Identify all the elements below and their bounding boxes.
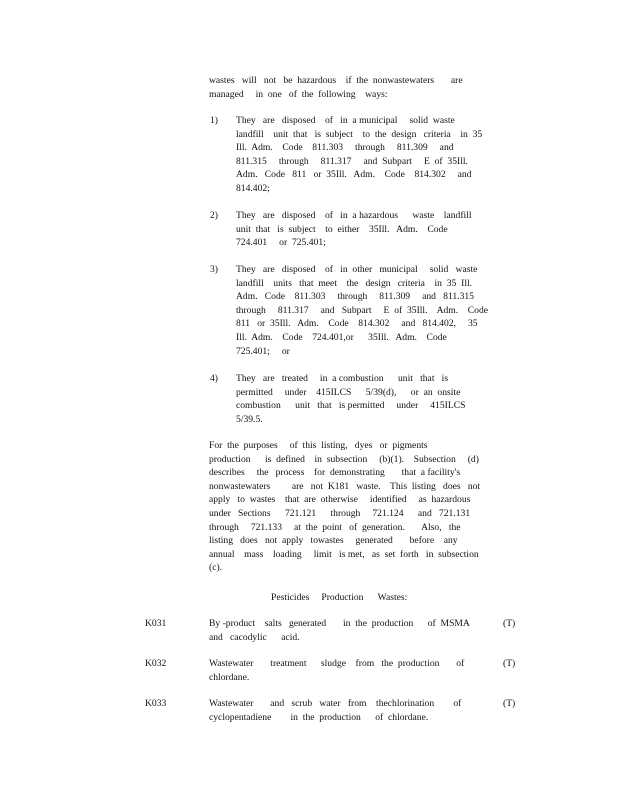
text-line: (c). xyxy=(209,562,223,574)
text-line: Ill. Adm. Code 811.303 through 811.309 and xyxy=(236,142,454,154)
text-line: chlordane. xyxy=(209,671,250,683)
text-line: managed in one of the following ways: xyxy=(209,88,388,100)
item-number: 4) xyxy=(210,373,218,384)
text-line: By -product salts generated in the production of MSMA xyxy=(209,618,470,629)
text-line: Wastewater and scrub water from thechlorination of xyxy=(209,698,462,709)
item-number: 2) xyxy=(210,210,218,221)
text-line: Wastewater treatment sludge from the production of xyxy=(209,658,465,669)
section-heading: Pesticides Production Wastes: xyxy=(271,592,408,603)
text-line: through 811.317 and Subpart E of 35Ill. Adm. Code xyxy=(236,304,488,316)
text-line: 814.402; xyxy=(236,182,270,194)
text-line: For the purposes of this listing, dyes or pigments xyxy=(209,440,428,451)
item-text xyxy=(236,114,482,196)
text-line: production is defined in subsection (b)(1). Subsection (d) xyxy=(209,453,479,465)
text-line: apply to wastes that are otherwise identified as hazardous xyxy=(209,494,471,506)
text-line: describes the process for demonstrating that a facility's xyxy=(209,467,461,479)
text-line: 724.401 or 725.401; xyxy=(236,237,326,249)
waste-code: K032 xyxy=(145,658,167,669)
text-line: and cacodylic acid. xyxy=(209,631,300,643)
text-line: permitted under 415ILCS 5/39(d), or an onsite xyxy=(236,386,461,398)
hazard-code: (T) xyxy=(503,698,516,709)
waste-description xyxy=(209,697,489,724)
text-line: They are disposed of in a municipal solid waste xyxy=(236,115,455,126)
text-line: landfill units that meet the design criteria in 35 Ill. xyxy=(236,277,473,289)
text-line: They are disposed of in a hazardous waste landfill xyxy=(236,210,472,221)
text-line: cyclopentadiene in the production of chlordane. xyxy=(209,711,429,723)
item-text xyxy=(236,263,488,358)
intro-paragraph xyxy=(209,74,463,101)
text-line: listing does not apply towastes generated before any xyxy=(209,535,458,547)
waste-code: K031 xyxy=(145,618,167,629)
hazard-code: (T) xyxy=(503,658,516,669)
item-number: 1) xyxy=(210,115,218,126)
waste-code: K033 xyxy=(145,698,167,709)
text-line: 811 or 35Ill. Adm. Code 814.302 and 814.402, 35 xyxy=(236,318,478,330)
item-text xyxy=(236,209,472,250)
text-line: wastes will not be hazardous if the nonwastewaters are xyxy=(209,75,463,86)
purposes-paragraph xyxy=(209,439,480,575)
item-number: 3) xyxy=(210,264,218,275)
text-line: nonwastewaters are not K181 waste. This listing does not xyxy=(209,480,481,492)
text-line: Ill. Adm. Code 724.401,or 35Ill. Adm. Code xyxy=(236,331,447,343)
text-line: combustion unit that is permitted under 415ILCS xyxy=(236,400,466,412)
text-line: landfill unit that is subject to the design criteria in 35 xyxy=(236,128,483,140)
text-line: annual mass loading limit is met, as set forth in subsection xyxy=(209,548,479,560)
text-line: Adm. Code 811.303 through 811.309 and 811.315 xyxy=(236,291,474,303)
text-line: under Sections 721.121 through 721.124 and 721.131 xyxy=(209,507,471,519)
waste-description xyxy=(209,617,489,644)
text-line: unit that is subject to either 35Ill. Adm. Code xyxy=(236,223,448,235)
text-line: They are treated in a combustion unit that is xyxy=(236,373,449,384)
text-line: 811.315 through 811.317 and Subpart E of 35Ill. xyxy=(236,155,468,167)
text-line: through 721.133 at the point of generation. Also, the xyxy=(209,521,461,533)
text-line: 725.401; or xyxy=(236,345,290,357)
text-line: They are disposed of in other municipal solid waste xyxy=(236,264,478,275)
text-line: 5/39.5. xyxy=(236,413,263,425)
item-text xyxy=(236,372,465,426)
waste-description xyxy=(209,657,489,684)
hazard-code: (T) xyxy=(503,618,516,629)
text-line: Adm. Code 811 or 35Ill. Adm. Code 814.302 and xyxy=(236,169,472,181)
